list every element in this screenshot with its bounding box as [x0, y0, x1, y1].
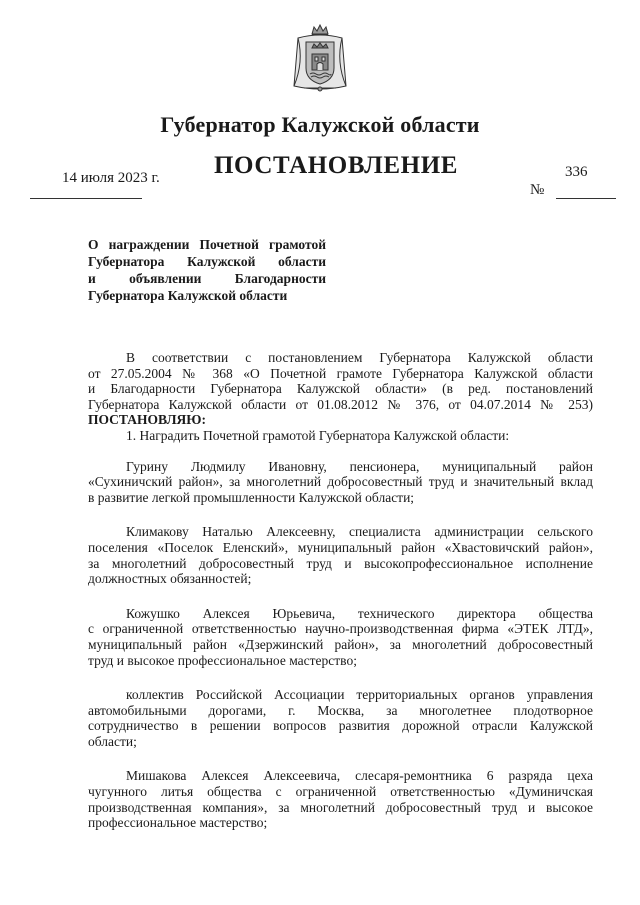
awardee-line: в развитие легкой промышленности Калужской области;: [88, 489, 415, 505]
coat-of-arms-emblem: [290, 22, 350, 94]
awardee-line: области;: [88, 733, 137, 749]
awardee-line: автомобильными дорогами, г. Москва, за многолетнее плодотворное: [88, 702, 593, 718]
awardee-line: производственная компания», за многолетний добросовестный труд и высокое: [88, 799, 593, 815]
preamble-line: от 27.05.2004 № 368 «О Почетной грамоте Губернатора Калужской области: [88, 365, 593, 381]
awardee-line: должностных обязанностей;: [88, 571, 252, 587]
subject-line: Губернатора Калужской области: [88, 288, 288, 303]
awardee-line: сотрудничество в решении вопросов развития дорожной отрасли Калужской: [88, 718, 593, 734]
awardee-line: Кожушко Алексея Юрьевича, технического директора общества: [126, 605, 593, 621]
number-underline: [556, 198, 616, 199]
resolve-word: ПОСТАНОВЛЯЮ:: [88, 412, 206, 428]
awardee-line: профессиональное мастерство;: [88, 815, 268, 831]
decree-body: [88, 350, 593, 831]
awardee-line: Мишакова Алексея Алексеевича, слесаря-ремонтника 6 разряда цеха: [126, 768, 593, 784]
item-1-heading: 1. Наградить Почетной грамотой Губернатора Калужской области:: [126, 427, 510, 443]
awardee-line: поселения «Поселок Еленский», муниципальный район «Хвастовичский район»,: [88, 539, 593, 555]
subject-line: и объявлении Благодарности: [88, 271, 326, 286]
preamble-paragraph: [88, 350, 593, 412]
awardee-line: чугунного литья общества с ограниченной ответственностью «Думиничская: [88, 784, 593, 800]
awardee-line: с ограниченной ответственностью научно-производственная фирма «ЭТЕК ЛТД»,: [88, 621, 593, 637]
subject-line: Губернатора Калужской области: [88, 254, 326, 269]
decree-date: 14 июля 2023 г.: [62, 170, 160, 186]
awardee-paragraph: [88, 459, 593, 506]
subject-line: О награждении Почетной грамотой: [88, 237, 326, 252]
awardee-paragraph: [88, 606, 593, 668]
awardee-line: «Сухиничский район», за многолетний добросовестный труд и значительный вклад: [88, 474, 593, 490]
decree-number: 336: [565, 164, 588, 180]
awardee-paragraph: [88, 768, 593, 830]
awardee-line: Гурину Людмилу Ивановну, пенсионера, муниципальный район: [126, 458, 593, 474]
awardee-paragraph: [88, 687, 593, 749]
preamble-line: и Благодарности Губернатора Калужской области» (в ред. постановлений: [88, 381, 593, 397]
document-type-heading: ПОСТАНОВЛЕНИЕ: [214, 152, 459, 179]
date-underline: [30, 198, 142, 199]
preamble-line: Губернатора Калужской области от 01.08.2012 № 376, от 04.07.2014 № 253): [88, 396, 593, 412]
awardee-line: муниципальный район «Дзержинский район», за многолетний добросовестный: [88, 636, 593, 652]
awardee-line: труд и высокое профессиональное мастерство;: [88, 652, 357, 668]
preamble-line: В соответствии с постановлением Губернатора Калужской области: [126, 350, 593, 365]
number-sign: №: [530, 182, 545, 198]
awardee-line: за многолетний добросовестный труд и высокопрофессиональное исполнение: [88, 555, 593, 571]
awardee-line: коллектив Российской Ассоциации территориальных органов управления: [126, 687, 593, 703]
decree-subject: [88, 236, 326, 304]
awardee-line: Климакову Наталью Алексеевну, специалиста администрации сельского: [126, 524, 593, 540]
issuing-authority: Губернатор Калужской области: [160, 112, 480, 137]
awardee-paragraph: [88, 524, 593, 586]
